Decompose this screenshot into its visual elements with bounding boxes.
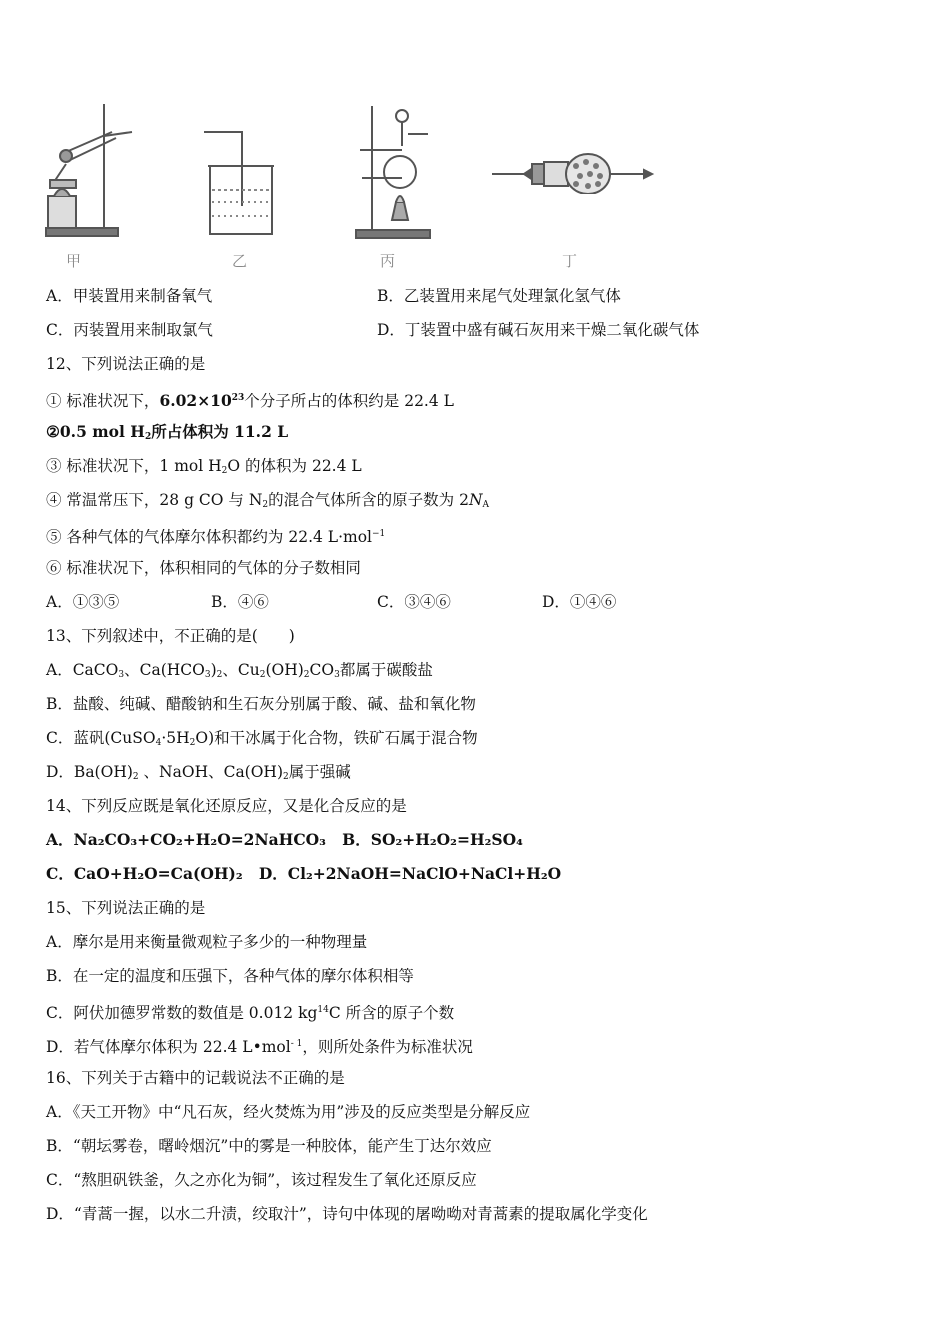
apparatus-label-jia: 甲	[66, 252, 82, 270]
q12-stem: 12、下列说法正确的是	[46, 355, 206, 373]
q15-option-c: C．阿伏加德罗常数的数值是 0.012 $kg^{14}C$ 所含的原子个数	[46, 1004, 455, 1022]
q12-option-a: A．①③⑤	[46, 593, 120, 611]
q14-options-ab	[46, 830, 523, 850]
apparatus-label-ding: 丁	[562, 252, 578, 270]
q13-option-d: D．$Ba(OH)_2$ 、NaOH、$Ca(OH)_2$属于强碱	[46, 763, 351, 782]
q15-option-b: B．在一定的温度和压强下，各种气体的摩尔体积相等	[46, 967, 414, 985]
apparatus-jia-drawing	[40, 98, 150, 248]
q13-stem: 13、下列叙述中，不正确的是( )	[46, 627, 295, 645]
q12-statement-4: ④ 常温常压下，28 g CO 与 $N_2$的混合气体所含的原子数为 $2N_A$	[46, 491, 490, 510]
q16-option-c: C．“熬胆矾铁釜，久之亦化为铜”，该过程发生了氧化还原反应	[46, 1171, 477, 1189]
q11-option-d: D．丁装置中盛有碱石灰用来干燥二氧化碳气体	[377, 321, 700, 339]
q12-statement-2: ②0.5 mol $H_2$所占体积为 11.2 L	[46, 422, 289, 442]
q12-statement-1: ① 标准状况下，$6.02\times 10^{23}$个分子所占的体积约是 22.4 L	[46, 391, 454, 410]
apparatus-label-bing: 丙	[380, 252, 396, 270]
q16-option-d: D．“青蒿一握，以水二升渍，绞取汁”，诗句中体现的屠呦呦对青蒿素的提取属化学变化	[46, 1205, 648, 1223]
q13-option-b: B．盐酸、纯碱、醋酸钠和生石灰分别属于酸、碱、盐和氧化物	[46, 695, 476, 713]
q14-option-d: D．Cl₂+2NaOH=NaClO+NaCl+H₂O	[258, 864, 562, 883]
q16-option-a: A．《天工开物》中“凡石灰，经火焚炼为用”涉及的反应类型是分解反应	[46, 1103, 531, 1121]
q12-statement-3: ③ 标准状况下，1 mol $H_2O$ 的体积为 22.4 L	[46, 457, 362, 476]
q14-stem: 14、下列反应既是氧化还原反应，又是化合反应的是	[46, 797, 407, 815]
apparatus-figure	[40, 98, 720, 273]
q12-option-d: D．①④⑥	[542, 593, 617, 611]
q16-stem: 16、下列关于古籍中的记载说法不正确的是	[46, 1069, 345, 1087]
q14-options-cd	[46, 864, 561, 884]
q11-option-c: C．丙装置用来制取氯气	[46, 321, 213, 339]
q12-statement-6: ⑥ 标准状况下，体积相同的气体的分子数相同	[46, 559, 361, 577]
q13-option-a: A．CaCO$_3$、$Ca(HCO_3)_2$、$Cu_2(OH)_2CO_3$都属于碳酸盐	[46, 661, 433, 680]
q16-option-b: B．“朝坛雾卷，曙岭烟沉”中的雾是一种胶体，能产生丁达尔效应	[46, 1137, 492, 1155]
q12-statement-5: ⑤ 各种气体的气体摩尔体积都约为 22.4 L·mol$^{-1}$	[46, 528, 386, 546]
q13-option-c: C．蓝矾$(CuSO_4\cdot 5H_2O)$和干冰属于化合物，铁矿石属于混合物	[46, 729, 478, 748]
q11-option-b: B．乙装置用来尾气处理氯化氢气体	[377, 287, 621, 305]
q15-option-a: A．摩尔是用来衡量微观粒子多少的一种物理量	[46, 933, 368, 951]
apparatus-bing-drawing	[352, 102, 452, 242]
q14-option-a: A．Na₂CO₃+CO₂+H₂O=2NaHCO₃	[46, 830, 326, 849]
q12-option-b: B．④⑥	[211, 593, 269, 611]
q14-option-b: B．SO₂+H₂O₂=H₂SO₄	[342, 830, 523, 849]
q12-option-c: C．③④⑥	[377, 593, 451, 611]
q15-option-d: D．若气体摩尔体积为 22.4 L•mol$^{- 1}$，则所处条件为标准状况	[46, 1038, 473, 1056]
apparatus-ding-drawing	[492, 144, 672, 194]
q15-stem: 15、下列说法正确的是	[46, 899, 206, 917]
q14-option-c: C．CaO+H₂O=Ca(OH)₂	[46, 864, 243, 883]
apparatus-yi-drawing	[200, 126, 280, 246]
apparatus-label-yi: 乙	[232, 252, 248, 270]
q11-option-a: A．甲装置用来制备氧气	[46, 287, 213, 305]
